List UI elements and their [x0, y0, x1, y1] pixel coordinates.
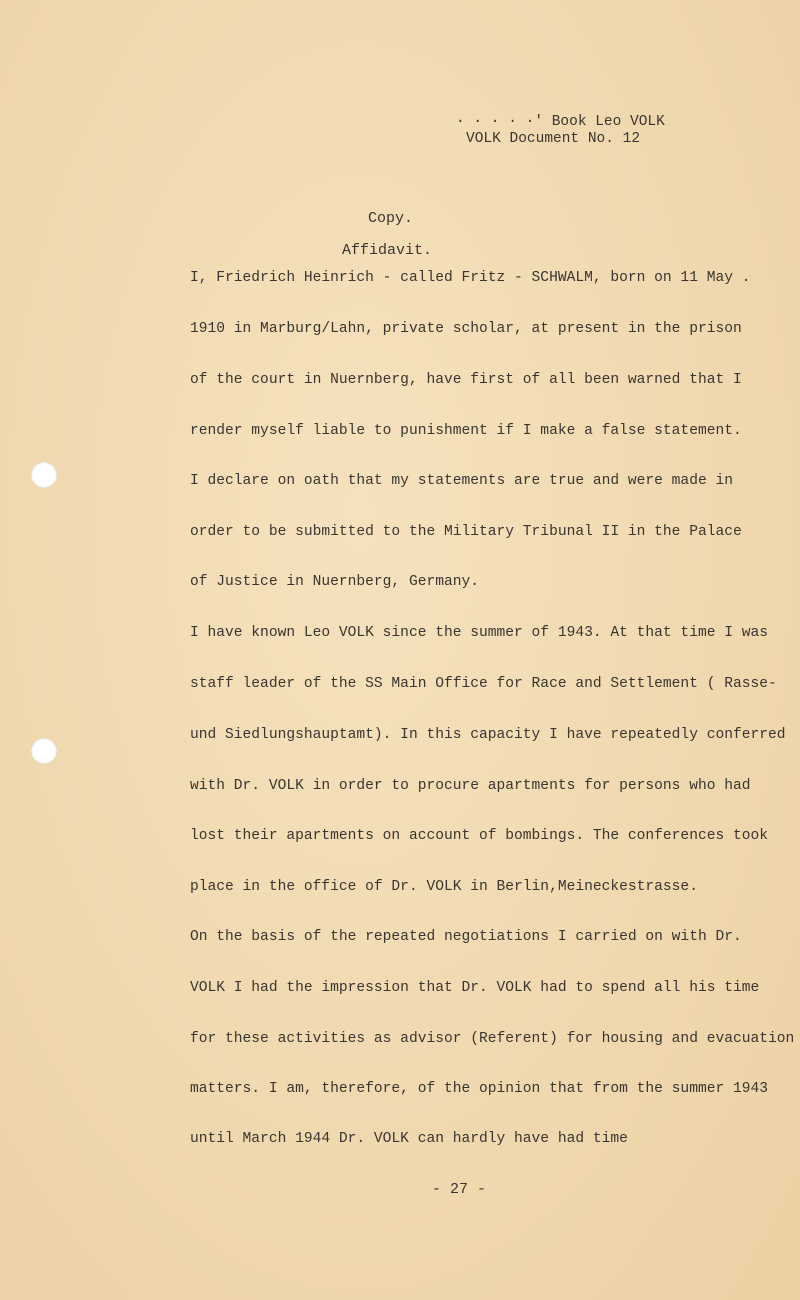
body-line: matters. I am, therefore, of the opinion that from the summer 1943	[190, 1081, 769, 1097]
copy-label: Copy.	[368, 210, 414, 227]
body-line: staff leader of the SS Main Office for Race and Settlement ( Rasse-	[190, 676, 777, 692]
body-line: I, Friedrich Heinrich - called Fritz - SCHWALM, born on 11 May .	[190, 270, 751, 286]
body-line: of Justice in Nuernberg, Germany.	[190, 574, 480, 590]
document-title: Affidavit.	[342, 242, 433, 259]
page-number: - 27 -	[432, 1181, 487, 1198]
body-line: I have known Leo VOLK since the summer of 1943. At that time I was	[190, 625, 769, 641]
document-number: VOLK Document No. 12	[466, 131, 641, 147]
body-line: VOLK I had the impression that Dr. VOLK had to spend all his time	[190, 980, 760, 996]
body-line: place in the office of Dr. VOLK in Berlin,Meineckestrasse.	[190, 879, 698, 895]
book-reference: · · · · ·' Book Leo VOLK	[456, 114, 665, 130]
body-line: until March 1944 Dr. VOLK can hardly have had time	[190, 1131, 628, 1147]
punch-hole-top	[31, 462, 57, 488]
body-line: of the court in Nuernberg, have first of all been warned that I	[190, 372, 742, 388]
body-line: und Siedlungshauptamt). In this capacity I have repeatedly conferred	[190, 727, 786, 743]
body-line: I declare on oath that my statements are true and were made in	[190, 473, 733, 489]
body-line: 1910 in Marburg/Lahn, private scholar, at present in the prison	[190, 321, 742, 337]
body-line: for these activities as advisor (Referent) for housing and evacuation	[190, 1031, 795, 1047]
body-line: On the basis of the repeated negotiations I carried on with Dr.	[190, 929, 742, 945]
body-line: render myself liable to punishment if I make a false statement.	[190, 423, 742, 439]
body-line: order to be submitted to the Military Tribunal II in the Palace	[190, 524, 742, 540]
body-line: lost their apartments on account of bombings. The conferences took	[190, 828, 769, 844]
punch-hole-bottom	[31, 738, 57, 764]
body-line: with Dr. VOLK in order to procure apartments for persons who had	[190, 778, 751, 794]
